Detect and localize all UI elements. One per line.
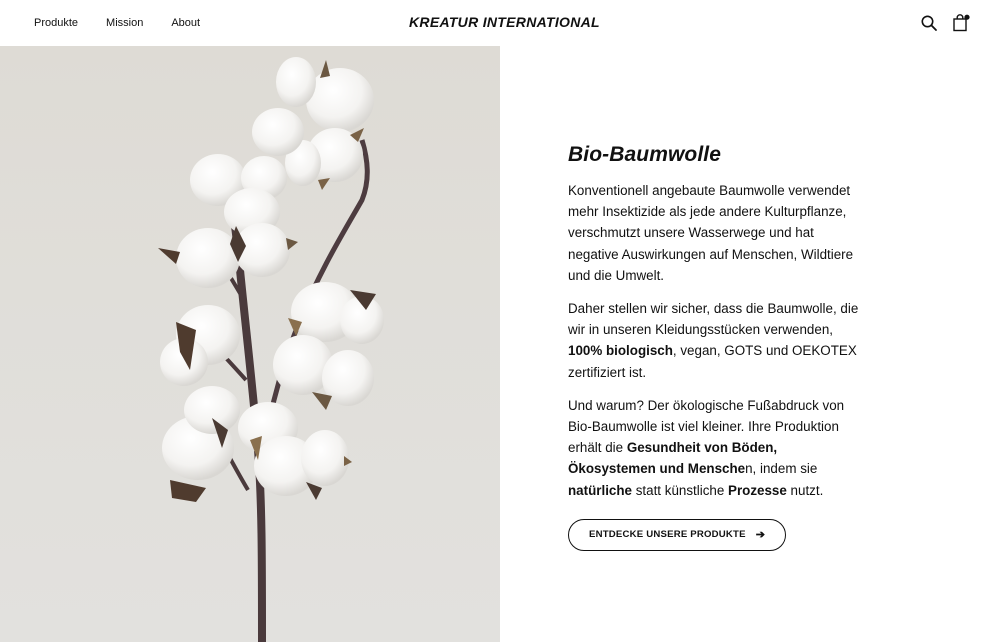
hero-image-cotton bbox=[0, 46, 500, 642]
highlight-natural: natürliche bbox=[568, 482, 632, 498]
nav-link-mission[interactable]: Mission bbox=[106, 17, 144, 29]
arrow-right-icon: ➔ bbox=[755, 529, 766, 542]
cart-badge-dot bbox=[964, 15, 969, 20]
text: statt künstliche bbox=[632, 482, 729, 498]
nav-link-produkte[interactable]: Produkte bbox=[34, 17, 79, 29]
text: n, indem sie bbox=[745, 461, 818, 477]
content-section bbox=[568, 143, 868, 551]
text: , vegan, GOTS und OEKOTEX zertifiziert ist. bbox=[568, 343, 857, 380]
paragraph-why bbox=[568, 395, 868, 501]
text: Und warum? Der ökologische Fußabdruck von Bio-Baumwolle ist viel kleiner. Ihre Produktion erhält die bbox=[568, 397, 845, 456]
section-title: Bio-Baumwolle bbox=[568, 143, 721, 166]
text: Daher stellen wir sicher, dass die Baumwolle, die wir in unseren Kleidungsstücken verwenden, bbox=[568, 301, 859, 338]
highlight-processes: Prozesse bbox=[728, 482, 787, 498]
text: nutzt. bbox=[786, 482, 824, 498]
paragraph-conventional-cotton: Konventionell angebaute Baumwolle verwendet mehr Insektizide als jede andere Kulturpflanze, verschmutzt unsere Wasserwege und hat negative Auswirkungen auf Menschen, Wildtiere und die Umwelt. bbox=[568, 183, 854, 283]
brand-logo[interactable]: KREATUR INTERNATIONAL bbox=[409, 14, 600, 30]
cotton-branch-illustration bbox=[0, 46, 500, 642]
highlight-organic: 100% biologisch bbox=[568, 343, 673, 359]
search-icon bbox=[920, 14, 938, 32]
main-nav bbox=[34, 17, 228, 29]
header-icons bbox=[906, 14, 970, 32]
shopping-bag-icon bbox=[952, 14, 970, 32]
paragraph-certification bbox=[568, 298, 868, 383]
search-button[interactable] bbox=[920, 14, 938, 32]
discover-products-button[interactable] bbox=[568, 519, 786, 551]
highlight-health: Gesundheit von Böden, Ökosystemen und Mensche bbox=[568, 440, 778, 477]
cart-button[interactable] bbox=[952, 14, 970, 32]
nav-link-about[interactable]: About bbox=[171, 17, 201, 29]
site-header bbox=[0, 0, 1000, 46]
cta-label: ENTDECKE UNSERE PRODUKTE bbox=[589, 529, 746, 541]
